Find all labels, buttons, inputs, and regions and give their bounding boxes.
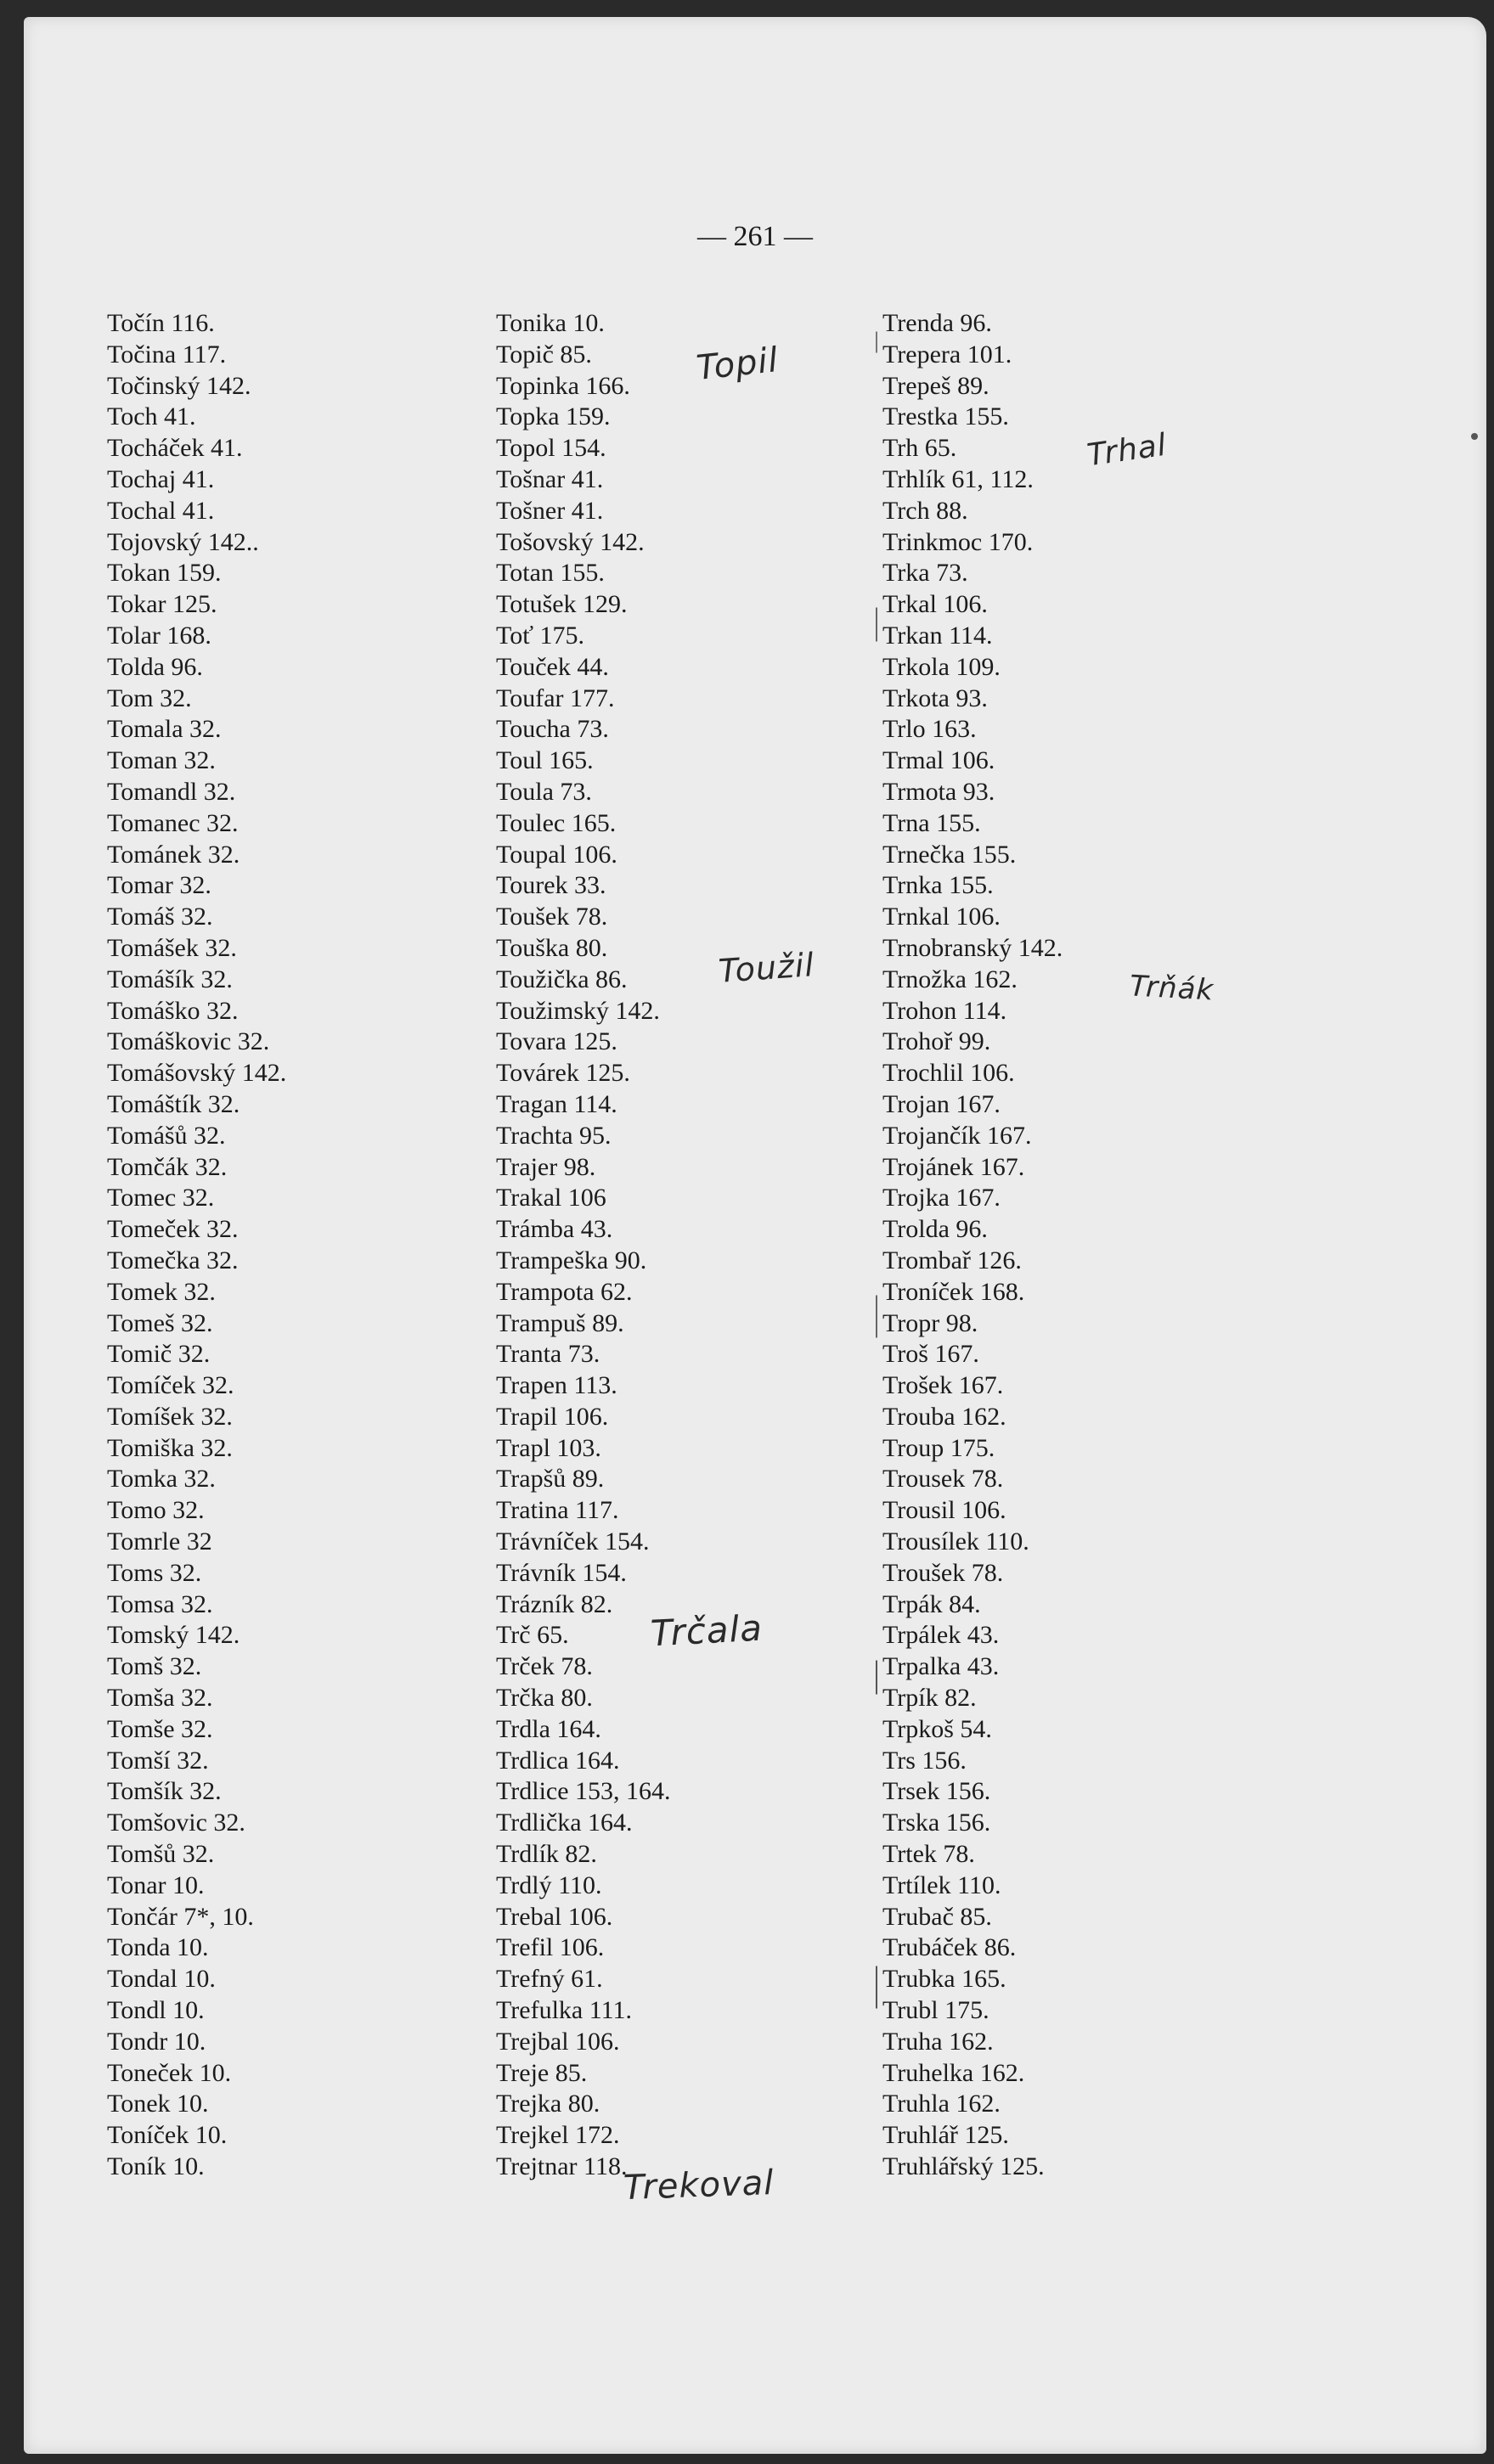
name-entry: Trampeška 90. xyxy=(496,1246,647,1274)
name-entry: Trkal 106. xyxy=(882,590,988,619)
name-entry: Tochaj 41. xyxy=(107,464,215,493)
name-entry: Tondr 10. xyxy=(107,2027,206,2056)
name-entry: Trepeš 89. xyxy=(882,371,989,400)
name-entry: Trmal 106. xyxy=(882,746,995,775)
name-entry: Tondal 10. xyxy=(107,1965,216,1994)
name-entry: Trdlice 153, 164. xyxy=(496,1777,671,1806)
name-entry: Tomáško 32. xyxy=(107,996,239,1025)
name-entry: Tomšovic 32. xyxy=(107,1809,245,1837)
name-entry: Tomek 32. xyxy=(107,1277,216,1306)
name-entry: Topinka 166. xyxy=(496,371,630,400)
name-entry: Trousil 106. xyxy=(882,1496,1006,1525)
name-entry: Tourek 33. xyxy=(496,871,606,900)
name-entry: Tošovský 142. xyxy=(496,527,645,556)
name-entry: Trkan 114. xyxy=(882,621,993,650)
name-entry: Tojovský 142.. xyxy=(107,527,259,556)
name-entry: Trampota 62. xyxy=(496,1277,633,1306)
name-entry: Trapen 113. xyxy=(496,1371,617,1400)
name-entry: Tošnar 41. xyxy=(496,464,604,493)
name-entry: Trachta 95. xyxy=(496,1121,612,1150)
name-entry: Trohoř 99. xyxy=(882,1027,991,1056)
handwritten-note-topil: Topil xyxy=(694,340,781,388)
name-entry: Tonda 10. xyxy=(107,1933,209,1962)
name-entry: Trlo 163. xyxy=(882,715,977,744)
name-entry: Tonika 10. xyxy=(496,309,605,337)
name-entry: Troup 175. xyxy=(882,1433,995,1462)
name-entry: Truha 162. xyxy=(882,2027,994,2056)
name-entry: Tomečka 32. xyxy=(107,1246,239,1274)
name-entry: Troš 167. xyxy=(882,1340,979,1369)
name-entry: Tomrle 32 xyxy=(107,1527,212,1556)
name-entry: Tolar 168. xyxy=(107,621,211,650)
name-entry: Tomš 32. xyxy=(107,1652,202,1681)
name-entry: Trubl 175. xyxy=(882,1996,989,2025)
name-entry: Trampuš 89. xyxy=(496,1308,624,1337)
name-entry: Tragan 114. xyxy=(496,1089,617,1118)
name-entry: Trakal 106 xyxy=(496,1184,606,1212)
name-entry: Trkola 109. xyxy=(882,652,1001,681)
name-entry: Tomáš 32. xyxy=(107,903,213,931)
name-entry: Trefný 61. xyxy=(496,1965,603,1994)
name-entry: Trsek 156. xyxy=(882,1777,991,1806)
name-entry: Trmota 93. xyxy=(882,777,995,806)
name-entry: Tomša 32. xyxy=(107,1684,213,1713)
name-entry: Trubka 165. xyxy=(882,1965,1006,1994)
name-entry: Tomka 32. xyxy=(107,1465,216,1494)
name-entry: Toneček 10. xyxy=(107,2058,232,2087)
name-entry: Tomec 32. xyxy=(107,1184,215,1212)
name-entry: Trch 88. xyxy=(882,496,968,525)
name-entry: Tomala 32. xyxy=(107,715,222,744)
name-entry: Trdlík 82. xyxy=(496,1840,597,1869)
name-entry: Tomší 32. xyxy=(107,1746,209,1775)
name-entry: Tomíček 32. xyxy=(107,1371,234,1400)
name-entry: Tokar 125. xyxy=(107,590,217,619)
name-entry: Trefulka 111. xyxy=(496,1996,632,2025)
name-entry: Tončár 7*, 10. xyxy=(107,1902,254,1931)
name-entry: Tomíšek 32. xyxy=(107,1402,233,1431)
name-entry: Totušek 129. xyxy=(496,590,628,619)
name-entry: Trošek 167. xyxy=(882,1371,1004,1400)
name-entry: Trtek 78. xyxy=(882,1840,975,1869)
name-entry: Tomčák 32. xyxy=(107,1152,228,1181)
name-entry: Trna 155. xyxy=(882,808,981,837)
name-entry: Trenda 96. xyxy=(882,309,992,337)
name-entry: Tomášů 32. xyxy=(107,1121,226,1150)
name-entry: Tomský 142. xyxy=(107,1621,240,1650)
name-entry: Točinský 142. xyxy=(107,371,251,400)
name-entry: Trska 156. xyxy=(882,1809,991,1837)
name-entry: Toms 32. xyxy=(107,1558,202,1587)
name-entry: Trefil 106. xyxy=(496,1933,605,1962)
name-entry: Trč 65. xyxy=(496,1621,569,1650)
name-entry: Toul 165. xyxy=(496,746,594,775)
name-entry: Topič 85. xyxy=(496,340,592,368)
name-column-1 xyxy=(107,308,286,2183)
name-entry: Tocháček 41. xyxy=(107,434,243,463)
name-entry: Trázník 82. xyxy=(496,1589,613,1618)
name-entry: Tomšů 32. xyxy=(107,1840,215,1869)
name-entry: Tomšík 32. xyxy=(107,1777,222,1806)
name-entry: Trousílek 110. xyxy=(882,1527,1029,1556)
name-entry: Tomášík 32. xyxy=(107,965,233,993)
name-entry: Tom 32. xyxy=(107,684,192,712)
name-entry: Toman 32. xyxy=(107,746,216,775)
margin-dot xyxy=(1471,433,1478,440)
name-entry: Trochlil 106. xyxy=(882,1059,1015,1088)
name-entry: Točín 116. xyxy=(107,309,215,337)
name-entry: Tomar 32. xyxy=(107,871,211,900)
name-entry: Tomše 32. xyxy=(107,1714,213,1743)
name-entry: Truhlář 125. xyxy=(882,2121,1009,2150)
name-entry: Trs 156. xyxy=(882,1746,967,1775)
name-entry: Tolda 96. xyxy=(107,652,203,681)
name-entry: Trnka 155. xyxy=(882,871,994,900)
name-entry: Trombař 126. xyxy=(882,1246,1022,1274)
name-entry: Točina 117. xyxy=(107,340,227,368)
name-entry: Touška 80. xyxy=(496,933,608,962)
name-entry: Tochal 41. xyxy=(107,496,215,525)
name-entry: Trinkmoc 170. xyxy=(882,527,1034,556)
name-entry: Tomandl 32. xyxy=(107,777,236,806)
name-entry: Trkota 93. xyxy=(882,684,988,712)
name-entry: Trestka 155. xyxy=(882,402,1009,431)
name-entry: Tomášovský 142. xyxy=(107,1059,287,1088)
name-entry: Tošner 41. xyxy=(496,496,604,525)
name-entry: Topka 159. xyxy=(496,402,611,431)
name-entry: Tropr 98. xyxy=(882,1308,978,1337)
name-entry: Trajer 98. xyxy=(496,1152,596,1181)
name-entry: Truhlářský 125. xyxy=(882,2152,1045,2181)
name-entry: Toula 73. xyxy=(496,777,592,806)
name-entry: Tomáškovic 32. xyxy=(107,1027,270,1056)
name-entry: Tomanec 32. xyxy=(107,808,239,837)
name-entry: Truhelka 162. xyxy=(882,2058,1025,2087)
document-page xyxy=(24,17,1486,2454)
name-entry: Tonek 10. xyxy=(107,2090,209,2118)
handwritten-note-touzil: Toužil xyxy=(717,946,816,990)
handwritten-note-trnak: Trňák xyxy=(1129,969,1215,1008)
name-entry: Troušek 78. xyxy=(882,1558,1004,1587)
name-column-2 xyxy=(496,308,671,2183)
name-entry: Trpalka 43. xyxy=(882,1652,1000,1681)
name-entry: Trouba 162. xyxy=(882,1402,1006,1431)
name-entry: Toť 175. xyxy=(496,621,585,650)
name-entry: Tomič 32. xyxy=(107,1340,211,1369)
name-entry: Trnobranský 142. xyxy=(882,933,1063,962)
name-entry: Trepera 101. xyxy=(882,340,1012,368)
name-entry: Trapil 106. xyxy=(496,1402,609,1431)
name-entry: Trojančík 167. xyxy=(882,1121,1032,1150)
name-entry: Trnkal 106. xyxy=(882,903,1001,931)
name-entry: Toucha 73. xyxy=(496,715,609,744)
name-entry: Trubáček 86. xyxy=(882,1933,1017,1962)
name-entry: Trtílek 110. xyxy=(882,1871,1001,1899)
name-entry: Touček 44. xyxy=(496,652,609,681)
name-entry: Toch 41. xyxy=(107,402,196,431)
name-entry: Trdlica 164. xyxy=(496,1746,620,1775)
name-entry: Tomo 32. xyxy=(107,1496,205,1525)
name-entry: Trámba 43. xyxy=(496,1215,613,1244)
column-divider xyxy=(876,318,877,2203)
name-entry: Tomášek 32. xyxy=(107,933,237,962)
name-entry: Topol 154. xyxy=(496,434,606,463)
name-entry: Tovara 125. xyxy=(496,1027,617,1056)
name-entry: Trolda 96. xyxy=(882,1215,988,1244)
name-entry: Trh 65. xyxy=(882,434,957,463)
name-entry: Trčka 80. xyxy=(496,1684,593,1713)
name-entry: Toužička 86. xyxy=(496,965,628,993)
name-entry: Trohon 114. xyxy=(882,996,1007,1025)
name-entry: Trpkoš 54. xyxy=(882,1714,992,1743)
name-entry: Trávníček 154. xyxy=(496,1527,650,1556)
name-entry: Trubač 85. xyxy=(882,1902,992,1931)
name-entry: Tondl 10. xyxy=(107,1996,205,2025)
name-entry: Tranta 73. xyxy=(496,1340,600,1369)
name-entry: Trnožka 162. xyxy=(882,965,1018,993)
name-entry: Troníček 168. xyxy=(882,1277,1025,1306)
handwritten-note-trhal: Trhal xyxy=(1085,427,1170,474)
page-number: — 261 — xyxy=(697,221,813,252)
name-entry: Tomsa 32. xyxy=(107,1589,213,1618)
name-entry: Truhla 162. xyxy=(882,2090,1001,2118)
name-entry: Trhlík 61, 112. xyxy=(882,464,1034,493)
name-entry: Toufar 177. xyxy=(496,684,615,712)
name-entry: Trojka 167. xyxy=(882,1184,1001,1212)
name-entry: Trapl 103. xyxy=(496,1433,601,1462)
name-entry: Tomiška 32. xyxy=(107,1433,233,1462)
name-entry: Trnečka 155. xyxy=(882,840,1017,869)
name-entry: Treje 85. xyxy=(496,2058,588,2087)
name-entry: Trousek 78. xyxy=(882,1465,1004,1494)
name-entry: Trejtnar 118. xyxy=(496,2152,628,2181)
name-entry: Trpák 84. xyxy=(882,1589,981,1618)
name-entry: Trejkel 172. xyxy=(496,2121,620,2150)
name-entry: Továrek 125. xyxy=(496,1059,630,1088)
name-entry: Trojánek 167. xyxy=(882,1152,1025,1181)
name-entry: Tonar 10. xyxy=(107,1871,205,1899)
name-entry: Toupal 106. xyxy=(496,840,617,869)
handwritten-note-trcala: Trčala xyxy=(649,1606,764,1655)
name-entry: Trojan 167. xyxy=(882,1089,1001,1118)
name-entry: Tomeš 32. xyxy=(107,1308,213,1337)
name-entry: Trejbal 106. xyxy=(496,2027,620,2056)
name-entry: Totan 155. xyxy=(496,559,605,588)
handwritten-note-trekoval: Trekoval xyxy=(623,2163,775,2208)
name-entry: Trček 78. xyxy=(496,1652,593,1681)
name-entry: Trapšů 89. xyxy=(496,1465,605,1494)
name-entry: Trávník 154. xyxy=(496,1558,627,1587)
name-column-3 xyxy=(882,308,1063,2183)
name-entry: Toužimský 142. xyxy=(496,996,660,1025)
name-entry: Toník 10. xyxy=(107,2152,205,2181)
name-entry: Trejka 80. xyxy=(496,2090,600,2118)
name-entry: Toušek 78. xyxy=(496,903,608,931)
name-entry: Trdlička 164. xyxy=(496,1809,633,1837)
name-entry: Toníček 10. xyxy=(107,2121,228,2150)
name-entry: Trpálek 43. xyxy=(882,1621,1000,1650)
name-entry: Trka 73. xyxy=(882,559,968,588)
name-entry: Toulec 165. xyxy=(496,808,617,837)
name-entry: Trebal 106. xyxy=(496,1902,613,1931)
name-entry: Tokan 159. xyxy=(107,559,222,588)
name-entry: Tomeček 32. xyxy=(107,1215,239,1244)
name-entry: Tomáštík 32. xyxy=(107,1089,240,1118)
name-entry: Tratina 117. xyxy=(496,1496,619,1525)
name-entry: Trdlý 110. xyxy=(496,1871,602,1899)
name-entry: Tománek 32. xyxy=(107,840,240,869)
name-entry: Trdla 164. xyxy=(496,1714,601,1743)
name-entry: Trpík 82. xyxy=(882,1684,977,1713)
